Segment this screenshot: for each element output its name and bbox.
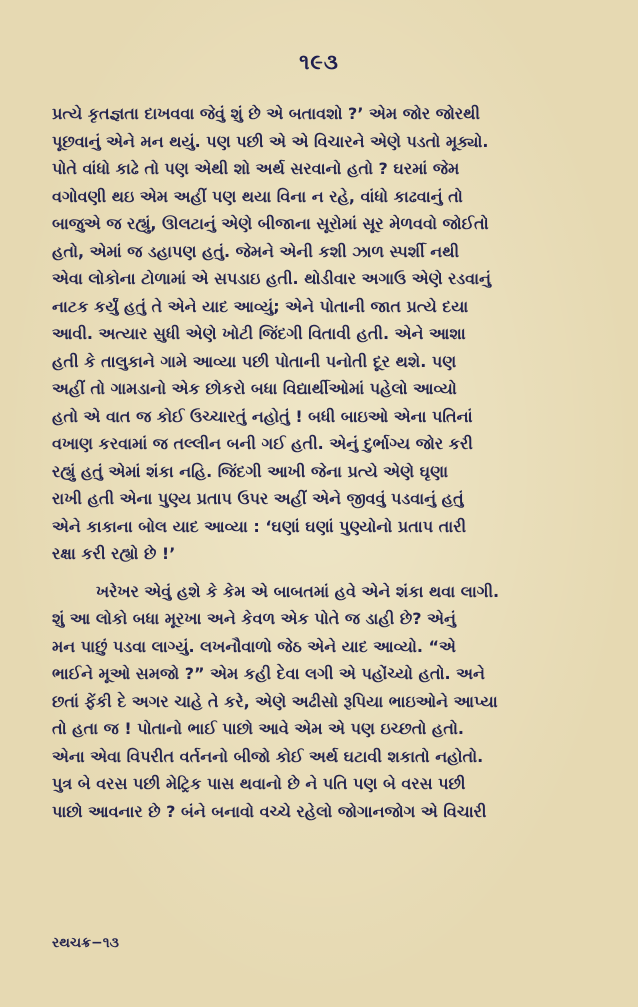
text-line: એના એવા વિપરીત વર્તનનો બીજો કોઈ અર્થ ઘટાવી શકાતો નહોતો. (52, 746, 484, 766)
text-line: પોતે વાંધો કાઢે તો પણ એથી શો અર્થ સરવાનો હતો ? ઘરમાં જેમ (52, 159, 460, 178)
text-line: હતો એ વાત જ કોઈ ઉચ્ચારતું નહોતું ! બધી બાઇઓ એના પતિનાં (52, 406, 473, 426)
text-line: ખરેખર એવું હશે કે કેમ એ બાબતમાં હવે એને શંકા થવા લાગી. (96, 581, 500, 601)
paragraph-1 (52, 100, 604, 568)
text-line: પ્રત્યે કૃતજ્ઞતા દાખવવા જેવું શું છે એ બતાવશો ?’ એમ જોર જોરથી (52, 104, 480, 123)
text-line: પૂછવાનું એને મન થયું. પણ પછી એ એ વિચારને એણે પડતો મૂક્યો. (52, 131, 489, 151)
text-line: રક્ષા કરી રહ્યો છે !’ (52, 544, 176, 563)
text-line: વખાણ કરવામાં જ તલ્લીન બની ગઈ હતી. એનું દુર્ભાગ્ય જોર કરી (52, 434, 473, 453)
text-line: અહીં તો ગામડાનો એક છોકરો બધા વિદ્યાર્થીઓમાં પહેલો આવ્યો (52, 379, 457, 398)
body-text (52, 100, 604, 825)
text-line: વગોવણી થઇ એમ અહીં પણ થયા વિના ન રહે, વાંધો કાઢવાનું તો (52, 186, 463, 206)
text-line: પાછો આવનાર છે ? બંને બનાવો વચ્ચે રહેલો જોગાનજોગ એ વિચારી (52, 801, 487, 821)
paragraph-2 (52, 578, 604, 826)
text-line: એને કાકાના બોલ યાદ આવ્યા : ‘ઘણાં ઘણાં પુણ્યોનો પ્રતાપ તારી (52, 516, 467, 536)
text-line: બાજુએ જ રહ્યું, ઊલટાનું એણે બીજાના સૂરોમાં સૂર મેળવવો જોઈતો (52, 214, 489, 233)
text-line: હતી કે તાલુકાને ગામે આવ્યા પછી પોતાની પનોતી દૂર થશે. પણ (52, 351, 457, 371)
text-line: નાટક કર્યું હતું તે એને યાદ આવ્યું; એને પોતાની જાત પ્રત્યે દયા (52, 296, 469, 316)
signature-mark: રથચક્ર−૧૩ (52, 935, 119, 951)
text-line: હતો, એમાં જ ડહાપણ હતું. જેમને એની કશી ઝાળ સ્પર્શી નથી (52, 241, 460, 261)
text-line: શું આ લોકો બધા મૂરખા અને કેવળ એક પોતે જ ડાહી છે? એનું (52, 609, 456, 628)
page-number: ૧૯૩ (299, 50, 339, 74)
text-line: આવી. અત્યાર સુધી એણે ખોટી જિંદગી વિતાવી હતી. એને આશા (52, 324, 466, 343)
text-line: રહ્યું હતું એમાં શંકા નહિ. જિંદગી આખી જેના પ્રત્યે એણે ઘૃણા (52, 461, 448, 481)
text-line: પુત્ર બે વરસ પછી મેટ્રિક પાસ થવાનો છે ને પતિ પણ બે વરસ પછી (52, 774, 466, 793)
text-line: ભાઈને મૂઓ સમજો ?” એમ કહી દેવા લગી એ પહોંચ્યો હતો. અને (52, 664, 485, 683)
text-line: છતાં ફેંકી દે અગર ચાહે તે કરે, એણે અઢીસો રૂપિયા ભાઇઓને આપ્યા (52, 691, 498, 711)
text-line: મન પાછું પડવા લાગ્યું. લખનૌવાળો જેઠ એને યાદ આવ્યો. “એ (52, 636, 456, 656)
text-line: તો હતા જ ! પોતાનો ભાઈ પાછો આવે એમ એ પણ ઇચ્છતો હતો. (52, 719, 464, 738)
text-line: એવા લોકોના ટોળામાં એ સપડાઇ હતી. થોડીવાર અગાઉ એણે રડવાનું (52, 269, 491, 288)
text-line: રાખી હતી એના પુણ્ય પ્રતાપ ઉપર અહીં એને જીવવું પડવાનું હતું (52, 489, 464, 508)
